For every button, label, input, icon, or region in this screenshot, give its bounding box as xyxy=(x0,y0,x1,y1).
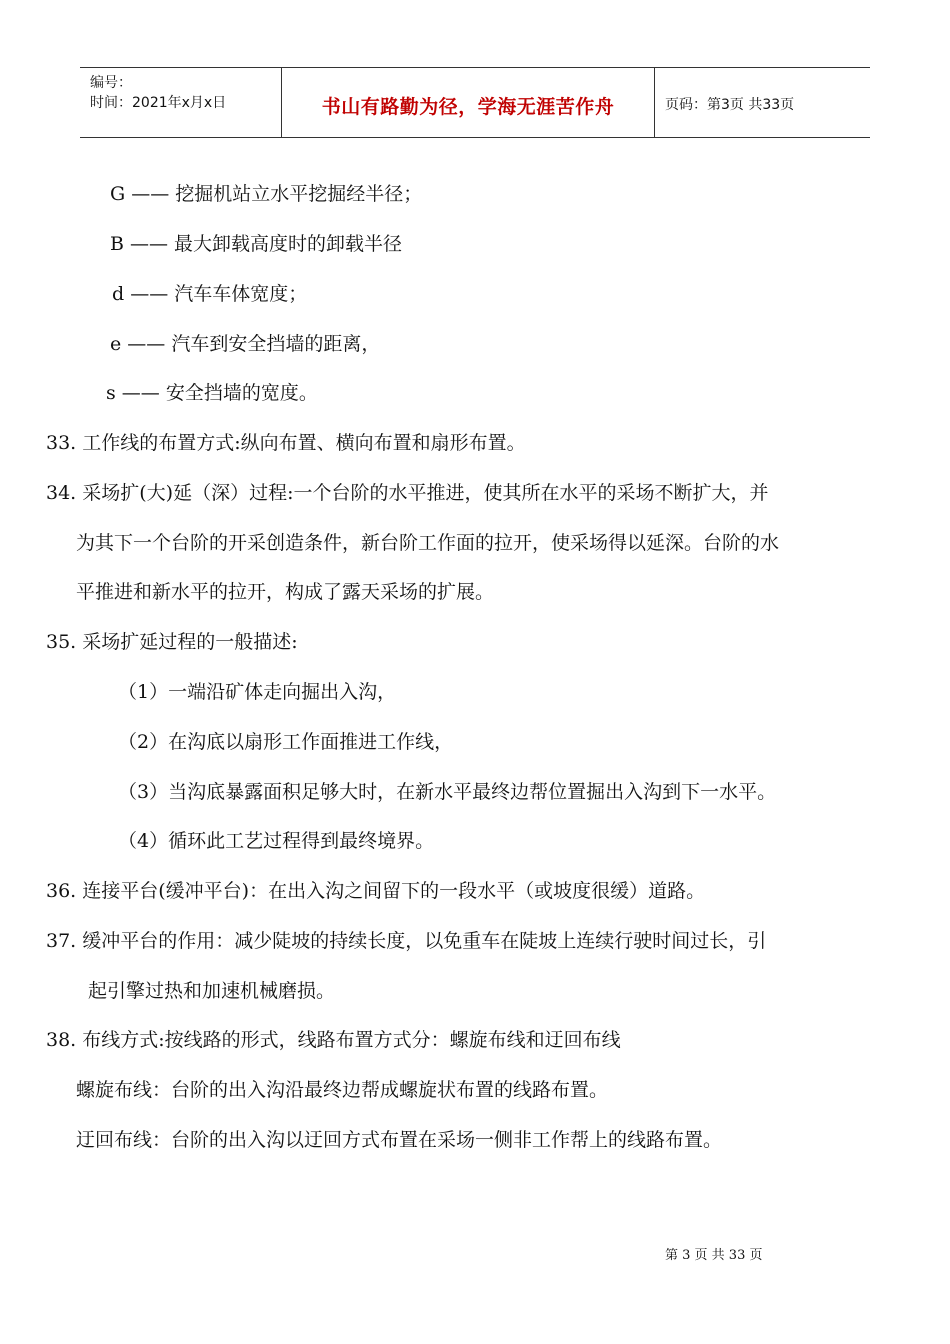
body-line: （1）一端沿矿体走向掘出入沟， xyxy=(118,681,397,703)
body-line: 起引擎过热和加速机械磨损。 xyxy=(88,980,336,1002)
body-line: 螺旋布线：台阶的出入沟沿最终边帮成螺旋状布置的线路布置。 xyxy=(76,1079,609,1101)
body-line: 36. 连接平台(缓冲平台)：在出入沟之间留下的一段水平（或坡度很缓）道路。 xyxy=(46,880,706,902)
body-line: 35. 采场扩延过程的一般描述: xyxy=(46,631,298,653)
page-header xyxy=(80,67,870,138)
body-line: （2）在沟底以扇形工作面推进工作线， xyxy=(118,731,454,753)
header-motto: 书山有路勤为径，学海无涯苦作舟 xyxy=(321,96,615,118)
body-line: （3）当沟底暴露面积足够大时，在新水平最终边帮位置掘出入沟到下一水平。 xyxy=(118,781,777,803)
body-line: 迂回布线：台阶的出入沟以迂回方式布置在采场一侧非工作帮上的线路布置。 xyxy=(76,1129,723,1151)
header-left-cell xyxy=(80,68,282,137)
page-footer: 第 3 页 共 33 页 xyxy=(665,1248,763,1263)
body-line: （4）循环此工艺过程得到最终境界。 xyxy=(118,830,435,852)
body-line: B —— 最大卸载高度时的卸载半径 xyxy=(110,233,403,255)
document-date-label: 时间：2021年x月x日 xyxy=(90,95,227,111)
header-right-cell xyxy=(655,68,870,137)
body-line: e —— 汽车到安全挡墙的距离， xyxy=(110,333,381,355)
body-line: s —— 安全挡墙的宽度。 xyxy=(106,382,318,404)
body-line: 34. 采场扩(大)延（深）过程:一个台阶的水平推进，使其所在水平的采场不断扩大，并 xyxy=(46,482,769,504)
document-number-label: 编号： xyxy=(90,75,132,91)
body-line: 37. 缓冲平台的作用：减少陡坡的持续长度，以免重车在陡坡上连续行驶时间过长，引 xyxy=(46,930,767,952)
body-line: 平推进和新水平的拉开，构成了露天采场的扩展。 xyxy=(76,581,495,603)
body-line: d —— 汽车车体宽度； xyxy=(112,283,308,305)
body-line: 33. 工作线的布置方式:纵向布置、横向布置和扇形布置。 xyxy=(46,432,526,454)
body-line: 38. 布线方式:按线路的形式，线路布置方式分：螺旋布线和迂回布线 xyxy=(46,1029,621,1051)
header-page-info: 页码：第3页 共33页 xyxy=(665,97,795,113)
header-middle-cell xyxy=(282,68,655,137)
body-line: 为其下一个台阶的开采创造条件，新台阶工作面的拉开，使采场得以延深。台阶的水 xyxy=(76,532,780,554)
body-line: G —— 挖掘机站立水平挖掘经半径； xyxy=(110,183,423,205)
